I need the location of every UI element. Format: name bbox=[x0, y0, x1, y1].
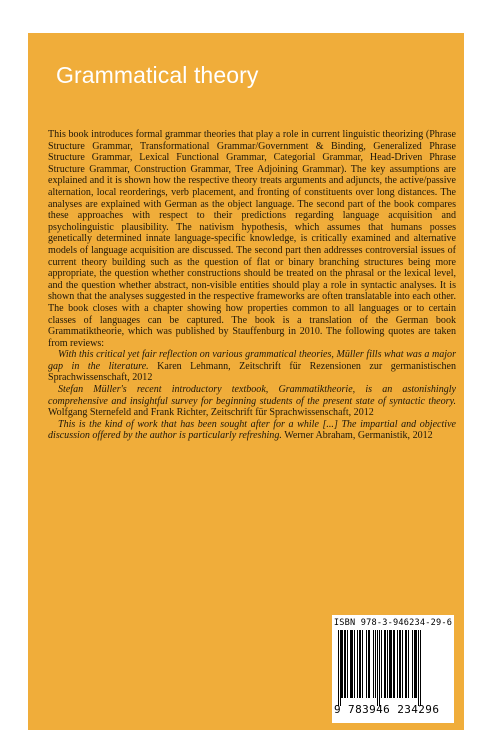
review-source: Karen Lehmann, Zeitschrift für Rezensionen zur germanistischen Sprachwissenschaft, 2012 bbox=[48, 360, 456, 384]
back-cover bbox=[28, 33, 464, 730]
barcode-bars bbox=[338, 630, 450, 706]
back-cover-blurb bbox=[48, 129, 456, 442]
review-quote-text: Stefan Müller's recent introductory textbook, Grammatiktheorie, is an astonishingly comprehensive and insightful survey for beginning students of the present state of syntactic theory. bbox=[48, 384, 456, 407]
barcode-bar bbox=[420, 630, 421, 706]
review-quote-text: This is the kind of work that has been sought after for a while [...] The impartial and objective discussion offered by the author is particularly refreshing. bbox=[48, 418, 456, 442]
review-source: Wolfgang Sternefeld and Frank Richter, Zeitschrift für Sprachwissenschaft, 2012 bbox=[48, 407, 374, 419]
barcode-digits: 9 783946 234296 bbox=[334, 703, 440, 716]
book-description: This book introduces formal grammar theories that play a role in current linguistic theorizing (Phrase Structure Grammar, Transformational Grammar/Government & Binding, Generalized Phrase Structure Grammar, Lexical Functional Grammar, Categorial Grammar, Head-Driven Phrase Structure Grammar, Construction Grammar, Tree Adjoining Grammar). The key assumptions are explained and it is shown how the respective theory treats arguments and adjuncts, the active/passive alternation, local reorderings, verb placement, and fronting of constituents over long distances. The analyses are explained with German as the object language. The second part of the book compares these approaches with respect to their predictions regarding language acquisition and psycholinguistic plausibility. The nativism hypothesis, which assumes that humans posses genetically determined innate language-specific knowledge, is critically examined and alternative models of language acquisition are discussed. The second part then addresses controversial issues of current theory building such as the question of flat or binary branching structures being more appropriate, the question whether constructions should be treated on the phrasal or the lexical level, and the question whether abstract, non-visible entities should play a role in syntactic analyses. It is shown that the analyses suggested in the respective frameworks are often translatable into each other. The book closes with a chapter showing how properties common to all languages or to certain classes of languages can be captured. The book is a translation of the German book Grammatiktheorie, which was published by Stauffenburg in 2010. The following quotes are taken from reviews: bbox=[48, 129, 456, 349]
review-source: Werner Abraham, Germanistik, 2012 bbox=[284, 430, 433, 442]
review-quote-2 bbox=[48, 384, 456, 419]
review-quote-1 bbox=[48, 349, 456, 384]
isbn-barcode bbox=[332, 615, 454, 723]
book-title: Grammatical theory bbox=[56, 62, 259, 88]
review-quote-text: With this critical yet fair reflection on various grammatical theories, Müller fills what was a major gap in the literature. bbox=[48, 349, 456, 372]
isbn-label: ISBN 978-3-946234-29-6 bbox=[333, 618, 453, 628]
review-quote-3 bbox=[48, 419, 456, 442]
